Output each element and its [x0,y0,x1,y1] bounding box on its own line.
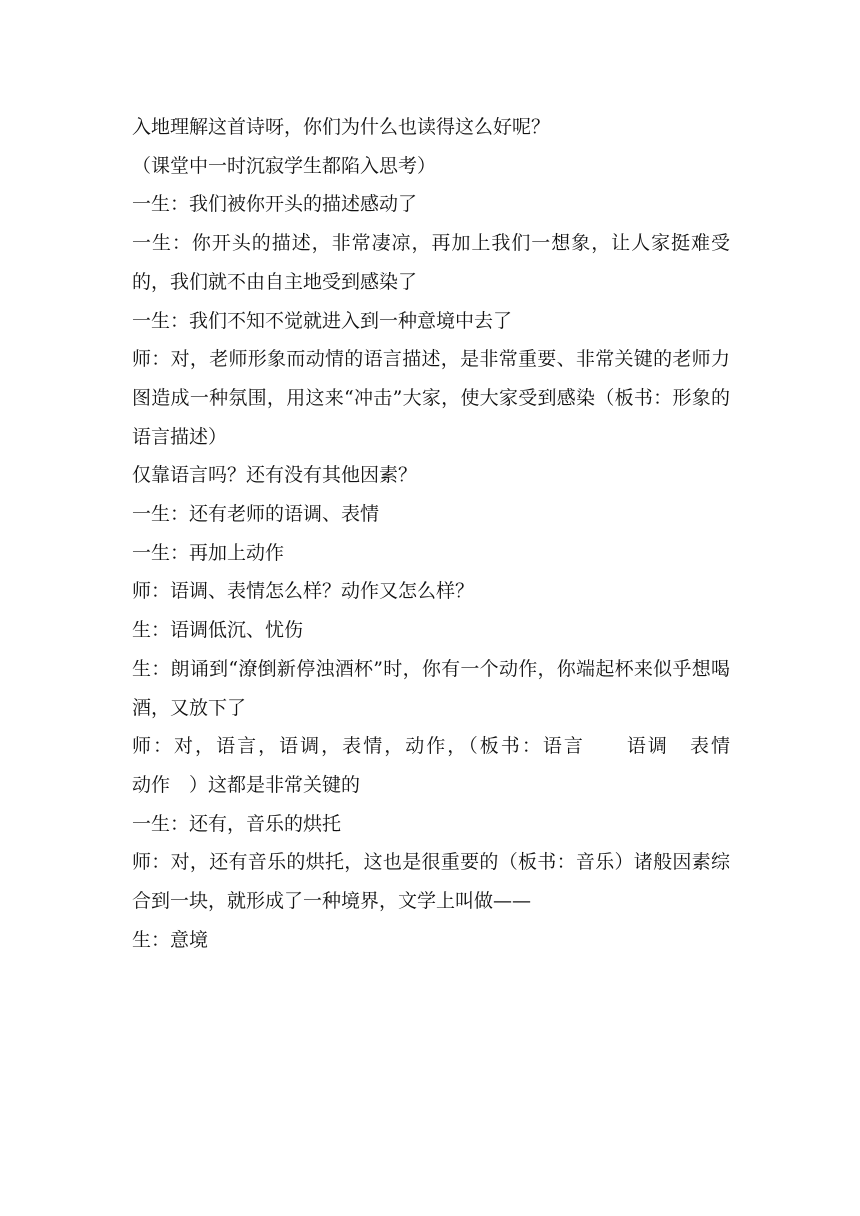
paragraph-11: 生：语调低沉、忧伤 [132,619,304,642]
paragraph-5: 一生：我们不知不觉就进入到一种意境中去了 [132,309,513,332]
paragraph-14: 一生：还有，音乐的烘托 [132,812,342,835]
paragraph-3: 一生：我们被你开头的描述感动了 [132,193,418,216]
paragraph-6: 师：对，老师形象而动情的语言描述，是非常重要、非常关键的老师力图造成一种氛围，用这来“冲击”大家，使大家受到感染（板书：形象的语言描述） [132,348,730,448]
paragraph-1: 入地理解这首诗呀，你们为什么也读得这么好呢？ [132,116,551,138]
paragraph-10: 师：语调、表情怎么样？动作又怎么样？ [132,580,475,603]
paragraph-13: 师：对，语言，语调，表情，动作，（板书：语言 语调 表情 动作 ）这都是非常关键的 [132,735,769,796]
paragraph-15: 师：对，还有音乐的烘托，这也是很重要的（板书：音乐）诸般因素综合到一块，就形成了一种境界，文学上叫做—— [132,851,730,913]
paragraph-12: 生：朗诵到“潦倒新停浊酒杯”时，你有一个动作，你端起杯来似乎想喝酒，又放下了 [132,657,730,719]
paragraph-2: （课堂中一时沉寂学生都陷入思考） [132,154,437,177]
document-body [132,108,769,959]
paragraph-16: 生：意境 [132,928,209,951]
paragraph-9: 一生：再加上动作 [132,541,285,564]
paragraph-8: 一生：还有老师的语调、表情 [132,503,380,526]
paragraph-4: 一生：你开头的描述，非常凄凉，再加上我们一想象，让人家挺难受的，我们就不由自主地受到感染了 [132,232,730,293]
paragraph-7: 仅靠语言吗？还有没有其他因素？ [132,464,418,487]
